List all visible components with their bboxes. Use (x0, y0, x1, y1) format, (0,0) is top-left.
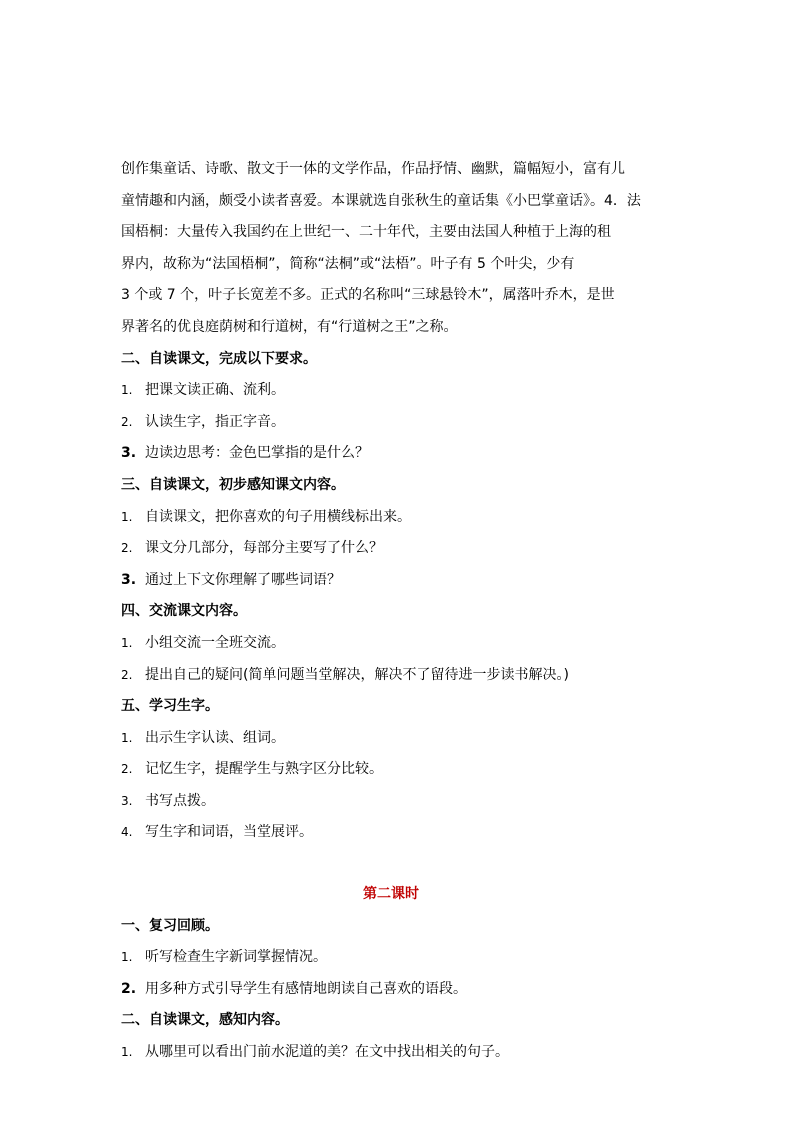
intro-paragraph (121, 154, 681, 344)
list-item (121, 723, 681, 755)
section-heading: 三、自读课文，初步感知课文内容。 (121, 476, 345, 493)
list-item (121, 786, 681, 818)
list-item (121, 502, 681, 534)
item-number: 1. (121, 730, 133, 745)
list-item (121, 942, 681, 974)
item-text: 通过上下文你理解了哪些词语？ (145, 571, 341, 588)
intro-line: 童情趣和内涵，颇受小读者喜爱。本课就选自张秋生的童话集《小巴掌童话》。4．法 (121, 192, 641, 209)
section-heading: 一、复习回顾。 (121, 917, 219, 934)
item-number: 3. (121, 571, 137, 588)
item-text: 课文分几部分，每部分主要写了什么？ (145, 540, 383, 557)
item-text: 记忆生字，提醒学生与熟字区分比较。 (145, 761, 383, 778)
section-heading: 五、学习生字。 (121, 698, 219, 715)
item-number: 4. (121, 825, 133, 840)
item-text: 小组交流一全班交流。 (145, 634, 285, 651)
list-item (121, 817, 681, 849)
list-item (121, 438, 681, 470)
intro-line: 创作集童话、诗歌、散文于一体的文学作品，作品抒情、幽默，篇幅短小，富有儿 (121, 161, 625, 177)
list-item (121, 407, 681, 439)
section-self-read-requirements (121, 344, 681, 470)
item-number: 1. (121, 509, 133, 524)
list-item (121, 660, 681, 692)
item-number: 2. (121, 667, 133, 682)
item-number: 2. (121, 762, 133, 777)
list-item (121, 974, 681, 1006)
item-number: 1. (121, 635, 133, 650)
section-perceive-content (121, 1005, 681, 1068)
item-text: 边读边思考：金色巴掌指的是什么？ (145, 445, 369, 462)
lesson-title: 第二课时 (363, 886, 419, 903)
section-heading: 二、自读课文，完成以下要求。 (121, 350, 317, 367)
item-text: 书写点拨。 (145, 792, 215, 809)
list-item (121, 565, 681, 597)
item-text: 从哪里可以看出门前水泥道的美？在文中找出相关的句子。 (145, 1044, 509, 1061)
intro-line: 国梧桐：大量传入我国约在上世纪一、二十年代，主要由法国人种植于上海的租 (121, 224, 611, 241)
item-text: 提出自己的疑问(简单问题当堂解决，解决不了留待进一步读书解决。) (145, 666, 569, 683)
item-text: 听写检查生字新词掌握情况。 (145, 949, 327, 966)
list-item (121, 754, 681, 786)
section-heading: 二、自读课文，感知内容。 (121, 1012, 289, 1029)
section-heading: 四、交流课文内容。 (121, 603, 247, 620)
section-learn-characters (121, 691, 681, 849)
item-text: 用多种方式引导学生有感情地朗读自己喜欢的语段。 (145, 980, 467, 997)
item-text: 把课文读正确、流利。 (145, 382, 285, 399)
item-number: 2. (121, 541, 133, 556)
item-text: 自读课文，把你喜欢的句子用横线标出来。 (145, 508, 411, 525)
item-text: 出示生字认读、组词。 (145, 729, 285, 746)
item-number: 3. (121, 445, 137, 462)
section-exchange-content (121, 596, 681, 691)
item-number: 1. (121, 1045, 133, 1060)
list-item (121, 533, 681, 565)
item-number: 2. (121, 414, 133, 429)
item-number: 3. (121, 793, 133, 808)
item-number: 1. (121, 950, 133, 965)
item-number: 2. (121, 980, 137, 997)
section-initial-perception (121, 470, 681, 596)
document-body (121, 154, 681, 1069)
list-item (121, 375, 681, 407)
list-item (121, 628, 681, 660)
intro-line: 界内，故称为“法国梧桐”，简称“法桐”或“法梧”。叶子有 5 个叶尖，少有 (121, 255, 575, 272)
item-text: 认读生字，指正字音。 (145, 413, 285, 430)
section-review (121, 911, 681, 1006)
intro-line: 界著名的优良庭荫树和行道树，有“行道树之王”之称。 (121, 318, 458, 335)
intro-line: 3 个或 7 个，叶子长宽差不多。正式的名称叫“三球悬铃木”，属落叶乔木，是世 (121, 287, 615, 304)
item-text: 写生字和词语，当堂展评。 (145, 824, 313, 841)
section-spacer (121, 849, 681, 879)
list-item (121, 1037, 681, 1069)
item-number: 1. (121, 383, 133, 398)
